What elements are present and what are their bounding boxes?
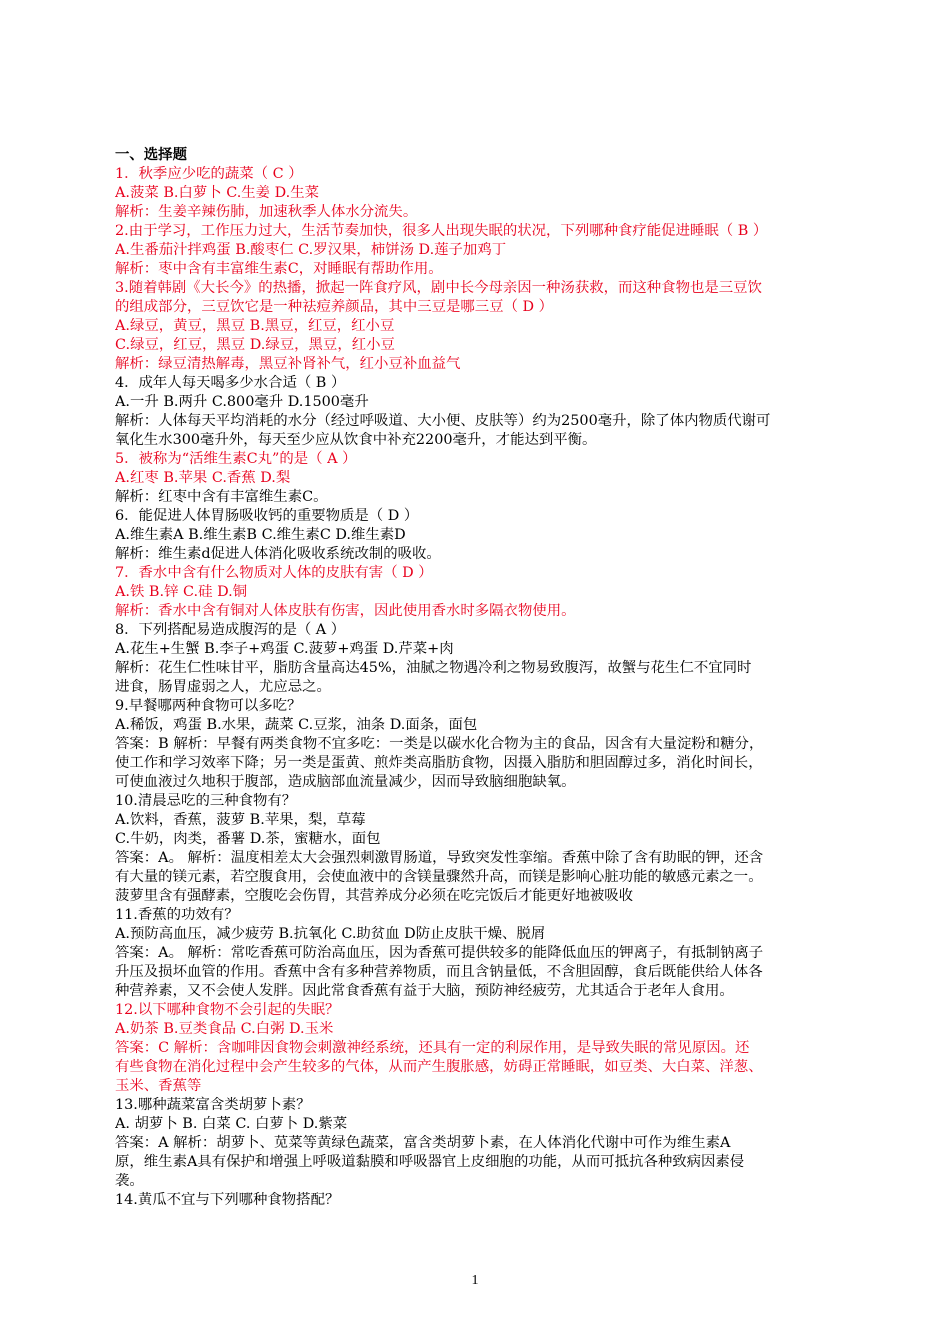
page-number: 1 bbox=[471, 1273, 479, 1288]
text-line: 有大量的镁元素，若空腹食用，会使血液中的含镁量骤然升高，而镁是影响心脏功能的敏感元素之一。 bbox=[115, 869, 763, 885]
text-line: 可使血液过久地积于腹部，造成脑部血流量减少，因而导致脑细胞缺氧。 bbox=[115, 774, 576, 790]
text-line: A.绿豆，黄豆，黑豆 B.黑豆，红豆，红小豆 bbox=[115, 318, 395, 334]
text-line: 进食，肠胃虚弱之人，尤应忌之。 bbox=[115, 679, 331, 695]
text-line: 原，维生素A具有保护和增强上呼吸道黏膜和呼吸器官上皮细胞的功能，从而可抵抗各种致病因素侵 bbox=[115, 1154, 745, 1170]
text-line: A.红枣 B.苹果 C.香蕉 D.梨 bbox=[115, 470, 291, 486]
text-line: 10.清晨忌吃的三种食物有？ bbox=[115, 793, 297, 809]
text-line: 解析：香水中含有铜对人体皮肤有伤害，因此使用香水时多隔衣物使用。 bbox=[115, 603, 576, 619]
text-line: 种营养素，又不会使人发胖。因此常食香蕉有益于大脑，预防神经疲劳，尤其适合于老年人食用。 bbox=[115, 983, 734, 999]
document-body bbox=[115, 146, 845, 1210]
text-line: 解析：枣中含有丰富维生素C，对睡眠有帮助作用。 bbox=[115, 261, 443, 277]
text-line: C.牛奶，肉类，番薯 D.茶，蜜糖水，面包 bbox=[115, 831, 381, 847]
text-line: 11.香蕉的功效有？ bbox=[115, 907, 239, 923]
text-line: A.预防高血压，减少疲劳 B.抗氧化 C.助贫血 D防止皮肤干燥、脱屑 bbox=[115, 926, 546, 942]
text-line: A.维生素A B.维生素B C.维生素C D.维生素D bbox=[115, 527, 406, 543]
text-line: 解析：维生素d促进人体消化吸收系统改制的吸收。 bbox=[115, 546, 441, 562]
text-line: 升压及损坏血管的作用。香蕉中含有多种营养物质，而且含钠量低，不含胆固醇，食后既能供给人体各 bbox=[115, 964, 763, 980]
text-line: 答案：A 解析：胡萝卜、苋菜等黄绿色蔬菜，富含类胡萝卜素，在人体消化代谢中可作为维生素A bbox=[115, 1135, 731, 1151]
text-line: A.花生+生蟹 B.李子+鸡蛋 C.菠萝+鸡蛋 D.芹菜+肉 bbox=[115, 641, 454, 657]
text-line: A.稀饭，鸡蛋 B.水果，蔬菜 C.豆浆，油条 D.面条，面包 bbox=[115, 717, 478, 733]
text-line: 解析：花生仁性味甘平，脂肪含量高达45%，油腻之物遇冷利之物易致腹泻，故蟹与花生仁不宜同时 bbox=[115, 660, 752, 676]
text-line: 12.以下哪种食物不会引起的失眠？ bbox=[115, 1002, 340, 1018]
text-line: 6．能促进人体胃肠吸收钙的重要物质是（ D ） bbox=[115, 508, 419, 524]
text-line: A.奶茶 B.豆类食品 C.白粥 D.玉米 bbox=[115, 1021, 334, 1037]
text-line: 答案：C 解析：含咖啡因食物会刺激神经系统，还具有一定的利尿作用，是导致失眠的常见原因。还 bbox=[115, 1040, 750, 1056]
text-line: 使工作和学习效率下降；另一类是蛋黄、煎炸类高脂肪食物，因摄入脂肪和胆固醇过多，消化时间长， bbox=[115, 755, 763, 771]
text-line: 13.哪种蔬菜富含类胡萝卜素？ bbox=[115, 1097, 311, 1113]
text-line: 14.黄瓜不宜与下列哪种食物搭配？ bbox=[115, 1192, 340, 1208]
text-line: 7．香水中含有什么物质对人体的皮肤有害（ D ） bbox=[115, 565, 433, 581]
text-line: A.饮料，香蕉，菠萝 B.苹果，梨，草莓 bbox=[115, 812, 366, 828]
text-line: A.菠菜 B.白萝卜 C.生姜 D.生菜 bbox=[115, 185, 320, 201]
text-line: 1．秋季应少吃的蔬菜（ C ） bbox=[115, 166, 303, 182]
text-line: 解析：人体每天平均消耗的水分（经过呼吸道、大小便、皮肤等）约为2500毫升，除了体内物质代谢可 bbox=[115, 413, 771, 429]
text-line: 有些食物在消化过程中会产生较多的气体，从而产生腹胀感，妨碍正常睡眠，如豆类、大白菜、洋葱、 bbox=[115, 1059, 763, 1075]
text-line: 菠萝里含有强酵素，空腹吃会伤胃，其营养成分必须在吃完饭后才能更好地被吸收 bbox=[115, 888, 634, 904]
text-line: A. 胡萝卜 B. 白菜 C. 白萝卜 D.紫菜 bbox=[115, 1116, 348, 1132]
text-line: A.一升 B.两升 C.800毫升 D.1500毫升 bbox=[115, 394, 369, 410]
section-title: 一、选择题 bbox=[115, 147, 187, 163]
text-line: 解析：生姜辛辣伤肺，加速秋季人体水分流失。 bbox=[115, 204, 418, 220]
text-line: 氧化生水300毫升外，每天至少应从饮食中补充2200毫升，才能达到平衡。 bbox=[115, 432, 597, 448]
text-line: A.铁 B.锌 C.硅 D.铜 bbox=[115, 584, 248, 600]
text-line: 解析：绿豆清热解毒，黑豆补肾补气，红小豆补血益气 bbox=[115, 356, 461, 372]
text-line: 4．成年人每天喝多少水合适（ B ） bbox=[115, 375, 346, 391]
text-line: 解析：红枣中含有丰富维生素C。 bbox=[115, 489, 328, 505]
text-line: C.绿豆，红豆，黑豆 D.绿豆，黑豆，红小豆 bbox=[115, 337, 395, 353]
text-line: 8．下列搭配易造成腹泻的是（ A ） bbox=[115, 622, 346, 638]
text-line: 5．被称为“活维生素C丸”的是（ A ） bbox=[115, 451, 357, 467]
text-line: A.生番茄汁拌鸡蛋 B.酸枣仁 C.罗汉果，柿饼汤 D.莲子加鸡丁 bbox=[115, 242, 507, 258]
text-line: 2.由于学习，工作压力过大，生活节奏加快，很多人出现失眠的状况，下列哪种食疗能促进睡眠（ B ） bbox=[115, 223, 768, 239]
text-line: 玉米、香蕉等 bbox=[115, 1078, 202, 1094]
question-list bbox=[115, 165, 845, 1210]
text-line: 答案：A。 解析：温度相差太大会强烈刺激胃肠道，导致突发性挛缩。香蕉中除了含有助眠的钾，还含 bbox=[115, 850, 764, 866]
text-line: 答案：A。 解析：常吃香蕉可防治高血压，因为香蕉可提供较多的能降低血压的钾离子，有抵制钠离子 bbox=[115, 945, 764, 961]
text-line: 9.早餐哪两种食物可以多吃？ bbox=[115, 698, 302, 714]
text-line: 的组成部分，三豆饮它是一种祛痘养颜品，其中三豆是哪三豆（ D ） bbox=[115, 299, 554, 315]
text-line: 袭。 bbox=[115, 1173, 144, 1189]
text-line: 答案：B 解析：早餐有两类食物不宜多吃：一类是以碳水化合物为主的食品，因含有大量淀粉和糖分， bbox=[115, 736, 764, 752]
text-line: 3.随着韩剧《大长今》的热播，掀起一阵食疗风，剧中长今母亲因一种汤获救，而这种食物也是三豆饮 bbox=[115, 280, 762, 296]
